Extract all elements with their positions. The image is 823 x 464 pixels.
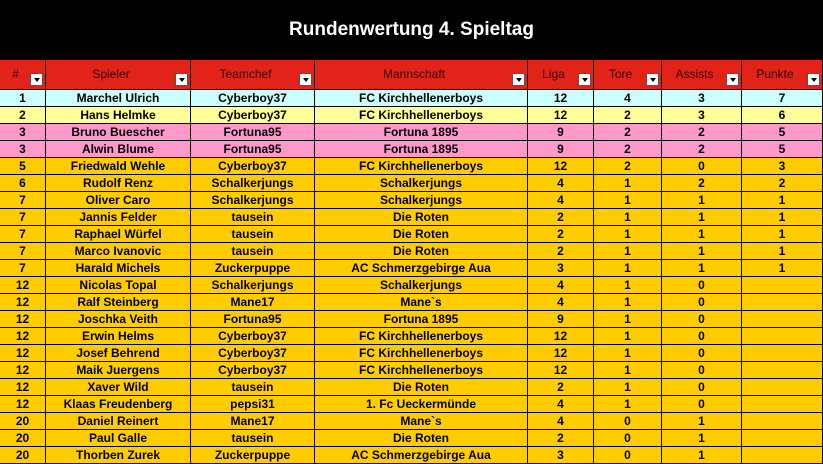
- tore-cell[interactable]: 4: [594, 90, 662, 107]
- tore-cell[interactable]: 2: [594, 107, 662, 124]
- team-cell[interactable]: Fortuna 1895: [315, 311, 528, 328]
- team-cell[interactable]: AC Schmerzgebirge Aua: [315, 447, 528, 464]
- assists-cell[interactable]: 1: [662, 430, 742, 447]
- assists-cell[interactable]: 1: [662, 447, 742, 464]
- liga-cell[interactable]: 4: [528, 277, 594, 294]
- header-assists: [662, 60, 742, 90]
- player-cell[interactable]: Friedwald Wehle: [46, 158, 191, 175]
- tore-cell[interactable]: 0: [594, 447, 662, 464]
- punkte-cell[interactable]: [742, 379, 823, 396]
- liga-cell[interactable]: 12: [528, 345, 594, 362]
- player-cell[interactable]: Josef Behrend: [46, 345, 191, 362]
- header-row: [0, 60, 823, 90]
- punkte-cell[interactable]: 2: [742, 175, 823, 192]
- assists-cell[interactable]: 0: [662, 311, 742, 328]
- punkte-cell[interactable]: [742, 345, 823, 362]
- rank-cell[interactable]: 12: [0, 277, 46, 294]
- teamchef-cell[interactable]: Schalkerjungs: [191, 277, 315, 294]
- table-row[interactable]: [0, 141, 823, 158]
- player-cell[interactable]: Rudolf Renz: [46, 175, 191, 192]
- assists-cell[interactable]: 1: [662, 226, 742, 243]
- player-cell[interactable]: Xaver Wild: [46, 379, 191, 396]
- table-row[interactable]: [0, 345, 823, 362]
- player-cell[interactable]: Nicolas Topal: [46, 277, 191, 294]
- table-row[interactable]: [0, 413, 823, 430]
- team-cell[interactable]: Schalkerjungs: [315, 175, 528, 192]
- team-cell[interactable]: FC Kirchhellenerboys: [315, 328, 528, 345]
- punkte-cell[interactable]: [742, 328, 823, 345]
- player-cell[interactable]: Daniel Reinert: [46, 413, 191, 430]
- rank-cell[interactable]: 20: [0, 413, 46, 430]
- rank-cell[interactable]: 12: [0, 396, 46, 413]
- teamchef-cell[interactable]: Cyberboy37: [191, 328, 315, 345]
- punkte-cell[interactable]: [742, 294, 823, 311]
- assists-cell[interactable]: 1: [662, 413, 742, 430]
- filter-dropdown-icon[interactable]: [299, 73, 312, 86]
- rank-cell[interactable]: 12: [0, 311, 46, 328]
- teamchef-cell[interactable]: tausein: [191, 209, 315, 226]
- tore-cell[interactable]: 2: [594, 141, 662, 158]
- liga-cell[interactable]: 3: [528, 260, 594, 277]
- team-cell[interactable]: Fortuna 1895: [315, 141, 528, 158]
- player-cell[interactable]: Thorben Zurek: [46, 447, 191, 464]
- header-teamchef: [191, 60, 315, 90]
- table-row[interactable]: [0, 90, 823, 107]
- header-rank: [0, 60, 46, 90]
- punkte-cell[interactable]: [742, 430, 823, 447]
- player-cell[interactable]: Hans Helmke: [46, 107, 191, 124]
- teamchef-cell[interactable]: Schalkerjungs: [191, 175, 315, 192]
- header-punkte-label: Punkte: [756, 67, 794, 81]
- tore-cell[interactable]: 1: [594, 294, 662, 311]
- team-cell[interactable]: 1. Fc Ueckermünde: [315, 396, 528, 413]
- table-row[interactable]: [0, 226, 823, 243]
- teamchef-cell[interactable]: Cyberboy37: [191, 345, 315, 362]
- header-punkte: [742, 60, 823, 90]
- tore-cell[interactable]: 1: [594, 345, 662, 362]
- player-cell[interactable]: Paul Galle: [46, 430, 191, 447]
- rank-cell[interactable]: 7: [0, 226, 46, 243]
- punkte-cell[interactable]: [742, 413, 823, 430]
- filter-dropdown-icon[interactable]: [646, 73, 659, 86]
- punkte-cell[interactable]: 5: [742, 124, 823, 141]
- page-title: Rundenwertung 4. Spieltag: [0, 0, 823, 60]
- tore-cell[interactable]: 1: [594, 277, 662, 294]
- liga-cell[interactable]: 2: [528, 226, 594, 243]
- punkte-cell[interactable]: 5: [742, 141, 823, 158]
- teamchef-cell[interactable]: Zuckerpuppe: [191, 260, 315, 277]
- team-cell[interactable]: Mane`s: [315, 413, 528, 430]
- table-body: [0, 90, 823, 464]
- punkte-cell[interactable]: 1: [742, 192, 823, 209]
- assists-cell[interactable]: 1: [662, 192, 742, 209]
- rank-cell[interactable]: 20: [0, 447, 46, 464]
- player-cell[interactable]: Harald Michels: [46, 260, 191, 277]
- liga-cell[interactable]: 12: [528, 107, 594, 124]
- rank-cell[interactable]: 3: [0, 124, 46, 141]
- rank-cell[interactable]: 12: [0, 362, 46, 379]
- player-cell[interactable]: Ralf Steinberg: [46, 294, 191, 311]
- teamchef-cell[interactable]: tausein: [191, 430, 315, 447]
- rank-cell[interactable]: 3: [0, 141, 46, 158]
- teamchef-cell[interactable]: Zuckerpuppe: [191, 447, 315, 464]
- rank-cell[interactable]: 12: [0, 345, 46, 362]
- liga-cell[interactable]: 2: [528, 243, 594, 260]
- assists-cell[interactable]: 2: [662, 141, 742, 158]
- assists-cell[interactable]: 3: [662, 107, 742, 124]
- player-cell[interactable]: Raphael Würfel: [46, 226, 191, 243]
- liga-cell[interactable]: 4: [528, 396, 594, 413]
- liga-cell[interactable]: 4: [528, 413, 594, 430]
- tore-cell[interactable]: 1: [594, 209, 662, 226]
- header-assists-label: Assists: [675, 67, 714, 81]
- player-cell[interactable]: Erwin Helms: [46, 328, 191, 345]
- assists-cell[interactable]: 0: [662, 362, 742, 379]
- header-tore: [594, 60, 662, 90]
- team-cell[interactable]: Fortuna 1895: [315, 124, 528, 141]
- liga-cell[interactable]: 4: [528, 192, 594, 209]
- tore-cell[interactable]: 1: [594, 226, 662, 243]
- punkte-cell[interactable]: 3: [742, 158, 823, 175]
- assists-cell[interactable]: 2: [662, 175, 742, 192]
- rank-cell[interactable]: 12: [0, 379, 46, 396]
- table-row[interactable]: [0, 175, 823, 192]
- rank-cell[interactable]: 5: [0, 158, 46, 175]
- liga-cell[interactable]: 9: [528, 141, 594, 158]
- liga-cell[interactable]: 2: [528, 209, 594, 226]
- team-cell[interactable]: Schalkerjungs: [315, 192, 528, 209]
- header-liga-label: Liga: [542, 67, 565, 81]
- liga-cell[interactable]: 12: [528, 328, 594, 345]
- table-row[interactable]: [0, 124, 823, 141]
- assists-cell[interactable]: 1: [662, 209, 742, 226]
- tore-cell[interactable]: 0: [594, 413, 662, 430]
- punkte-cell[interactable]: [742, 311, 823, 328]
- player-cell[interactable]: Jannis Felder: [46, 209, 191, 226]
- teamchef-cell[interactable]: Mane17: [191, 294, 315, 311]
- liga-cell[interactable]: 4: [528, 294, 594, 311]
- liga-cell[interactable]: 12: [528, 158, 594, 175]
- team-cell[interactable]: Mane`s: [315, 294, 528, 311]
- rank-cell[interactable]: 20: [0, 430, 46, 447]
- header-mannschaft: [315, 60, 528, 90]
- tore-cell[interactable]: 1: [594, 260, 662, 277]
- table-row[interactable]: [0, 277, 823, 294]
- punkte-cell[interactable]: [742, 362, 823, 379]
- liga-cell[interactable]: 9: [528, 311, 594, 328]
- assists-cell[interactable]: 1: [662, 260, 742, 277]
- rank-cell[interactable]: 2: [0, 107, 46, 124]
- punkte-cell[interactable]: 1: [742, 226, 823, 243]
- player-cell[interactable]: Alwin Blume: [46, 141, 191, 158]
- tore-cell[interactable]: 2: [594, 158, 662, 175]
- player-cell[interactable]: Oliver Caro: [46, 192, 191, 209]
- player-cell[interactable]: Marco Ivanovic: [46, 243, 191, 260]
- player-cell[interactable]: Joschka Veith: [46, 311, 191, 328]
- teamchef-cell[interactable]: Fortuna95: [191, 311, 315, 328]
- punkte-cell[interactable]: 7: [742, 90, 823, 107]
- teamchef-cell[interactable]: Cyberboy37: [191, 362, 315, 379]
- filter-dropdown-icon[interactable]: [807, 73, 820, 86]
- standings-table: [0, 60, 823, 464]
- team-cell[interactable]: Die Roten: [315, 209, 528, 226]
- team-cell[interactable]: AC Schmerzgebirge Aua: [315, 260, 528, 277]
- teamchef-cell[interactable]: Fortuna95: [191, 141, 315, 158]
- liga-cell[interactable]: 12: [528, 90, 594, 107]
- tore-cell[interactable]: 1: [594, 362, 662, 379]
- tore-cell[interactable]: 1: [594, 175, 662, 192]
- rank-cell[interactable]: 7: [0, 209, 46, 226]
- assists-cell[interactable]: 1: [662, 243, 742, 260]
- rank-cell[interactable]: 7: [0, 243, 46, 260]
- header-liga: [528, 60, 594, 90]
- teamchef-cell[interactable]: Mane17: [191, 413, 315, 430]
- table-row[interactable]: [0, 447, 823, 464]
- rank-cell[interactable]: 12: [0, 294, 46, 311]
- teamchef-cell[interactable]: tausein: [191, 243, 315, 260]
- team-cell[interactable]: Die Roten: [315, 379, 528, 396]
- player-cell[interactable]: Klaas Freudenberg: [46, 396, 191, 413]
- table-row[interactable]: [0, 362, 823, 379]
- table-row[interactable]: [0, 294, 823, 311]
- teamchef-cell[interactable]: tausein: [191, 226, 315, 243]
- rank-cell[interactable]: 6: [0, 175, 46, 192]
- punkte-cell[interactable]: 1: [742, 260, 823, 277]
- player-cell[interactable]: Maik Juergens: [46, 362, 191, 379]
- header-spieler: [46, 60, 191, 90]
- filter-dropdown-icon[interactable]: [30, 73, 43, 86]
- teamchef-cell[interactable]: Cyberboy37: [191, 90, 315, 107]
- teamchef-cell[interactable]: Schalkerjungs: [191, 192, 315, 209]
- punkte-cell[interactable]: 6: [742, 107, 823, 124]
- teamchef-cell[interactable]: Cyberboy37: [191, 158, 315, 175]
- tore-cell[interactable]: 0: [594, 430, 662, 447]
- tore-cell[interactable]: 1: [594, 328, 662, 345]
- header-tore-label: Tore: [608, 67, 633, 81]
- table-row[interactable]: [0, 379, 823, 396]
- tore-cell[interactable]: 1: [594, 311, 662, 328]
- header-teamchef-label: Teamchef: [219, 67, 272, 81]
- rank-cell[interactable]: 7: [0, 260, 46, 277]
- assists-cell[interactable]: 0: [662, 396, 742, 413]
- team-cell[interactable]: Die Roten: [315, 226, 528, 243]
- team-cell[interactable]: Die Roten: [315, 243, 528, 260]
- player-cell[interactable]: Bruno Buescher: [46, 124, 191, 141]
- header-spieler-label: Spieler: [92, 67, 130, 81]
- team-cell[interactable]: FC Kirchhellenerboys: [315, 107, 528, 124]
- table-row[interactable]: [0, 260, 823, 277]
- punkte-cell[interactable]: [742, 396, 823, 413]
- team-cell[interactable]: FC Kirchhellenerboys: [315, 158, 528, 175]
- teamchef-cell[interactable]: Cyberboy37: [191, 107, 315, 124]
- assists-cell[interactable]: 0: [662, 294, 742, 311]
- assists-cell[interactable]: 2: [662, 124, 742, 141]
- filter-dropdown-icon[interactable]: [578, 73, 591, 86]
- player-cell[interactable]: Marchel Ulrich: [46, 90, 191, 107]
- assists-cell[interactable]: 0: [662, 345, 742, 362]
- liga-cell[interactable]: 2: [528, 379, 594, 396]
- punkte-cell[interactable]: 1: [742, 243, 823, 260]
- team-cell[interactable]: FC Kirchhellenerboys: [315, 345, 528, 362]
- rank-cell[interactable]: 12: [0, 328, 46, 345]
- table-row[interactable]: [0, 158, 823, 175]
- table-row[interactable]: [0, 192, 823, 209]
- teamchef-cell[interactable]: pepsi31: [191, 396, 315, 413]
- table-row[interactable]: [0, 107, 823, 124]
- assists-cell[interactable]: 0: [662, 328, 742, 345]
- punkte-cell[interactable]: [742, 447, 823, 464]
- assists-cell[interactable]: 0: [662, 379, 742, 396]
- rank-cell[interactable]: 7: [0, 192, 46, 209]
- liga-cell[interactable]: 2: [528, 430, 594, 447]
- punkte-cell[interactable]: [742, 277, 823, 294]
- team-cell[interactable]: Die Roten: [315, 430, 528, 447]
- header-rank-label: #: [12, 67, 19, 81]
- liga-cell[interactable]: 3: [528, 447, 594, 464]
- punkte-cell[interactable]: 1: [742, 209, 823, 226]
- filter-dropdown-icon[interactable]: [175, 73, 188, 86]
- table-row[interactable]: [0, 209, 823, 226]
- assists-cell[interactable]: 0: [662, 158, 742, 175]
- team-cell[interactable]: FC Kirchhellenerboys: [315, 362, 528, 379]
- tore-cell[interactable]: 1: [594, 192, 662, 209]
- tore-cell[interactable]: 1: [594, 379, 662, 396]
- table-row[interactable]: [0, 396, 823, 413]
- tore-cell[interactable]: 1: [594, 396, 662, 413]
- filter-dropdown-icon[interactable]: [726, 73, 739, 86]
- liga-cell[interactable]: 4: [528, 175, 594, 192]
- liga-cell[interactable]: 9: [528, 124, 594, 141]
- table-row[interactable]: [0, 430, 823, 447]
- rank-cell[interactable]: 1: [0, 90, 46, 107]
- tore-cell[interactable]: 1: [594, 243, 662, 260]
- header-mannschaft-label: Mannschaft: [382, 67, 446, 81]
- liga-cell[interactable]: 12: [528, 362, 594, 379]
- tore-cell[interactable]: 2: [594, 124, 662, 141]
- team-cell[interactable]: FC Kirchhellenerboys: [315, 90, 528, 107]
- teamchef-cell[interactable]: Fortuna95: [191, 124, 315, 141]
- table-row[interactable]: [0, 328, 823, 345]
- teamchef-cell[interactable]: tausein: [191, 379, 315, 396]
- assists-cell[interactable]: 0: [662, 277, 742, 294]
- assists-cell[interactable]: 3: [662, 90, 742, 107]
- table-row[interactable]: [0, 311, 823, 328]
- table-row[interactable]: [0, 243, 823, 260]
- team-cell[interactable]: Schalkerjungs: [315, 277, 528, 294]
- filter-dropdown-icon[interactable]: [512, 73, 525, 86]
